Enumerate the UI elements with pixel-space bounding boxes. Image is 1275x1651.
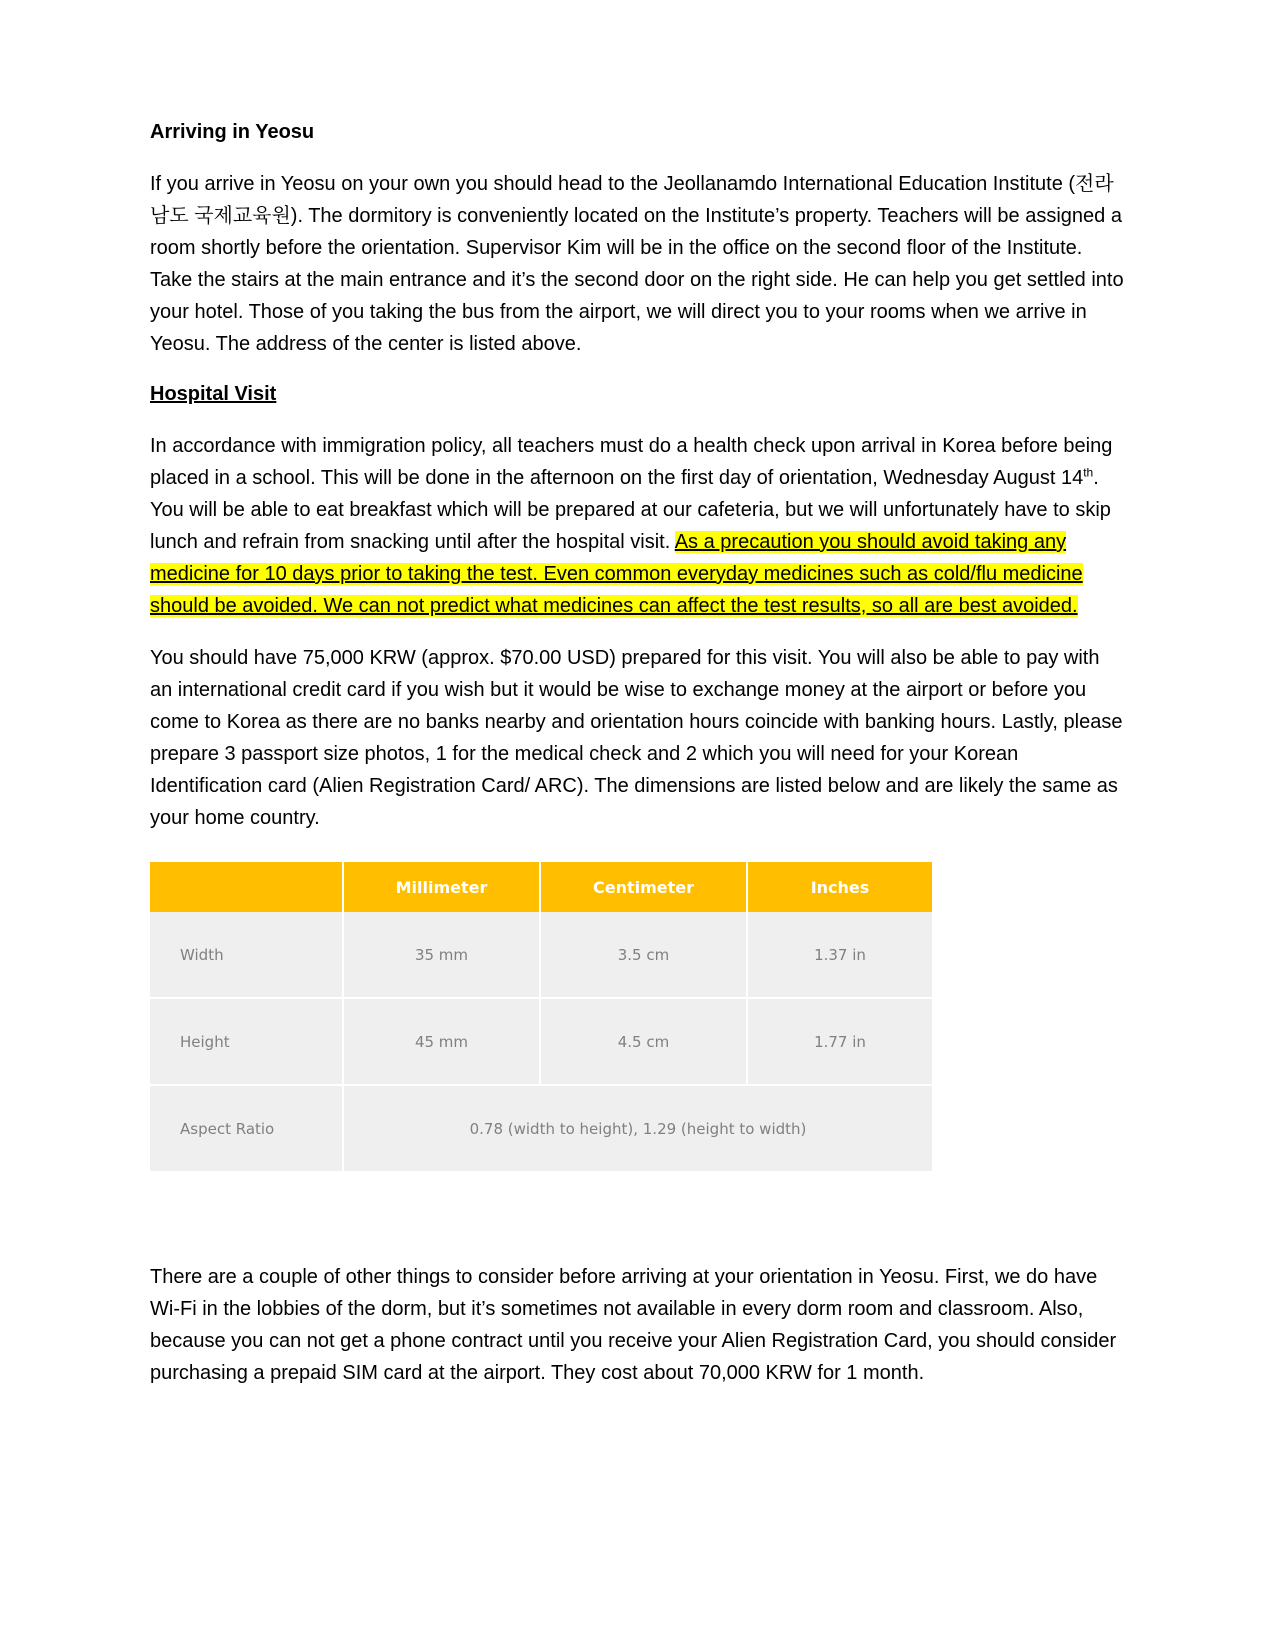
table-row xyxy=(150,912,932,998)
row-label-width: Width xyxy=(150,912,343,998)
arriving-heading: Arriving in Yeosu xyxy=(150,121,315,143)
table-row xyxy=(150,1085,932,1172)
document-page xyxy=(150,118,1125,1409)
arriving-paragraph: If you arrive in Yeosu on your own you should head to the Jeollanamdo International Education Institute (전라남도 국제교육원). The dormitory is conveniently located on the Institute’s property. Teachers will be assigned a room shortly before the orientation. Supervisor Kim will be in the office on the second floor of the Institute. Take the stairs at the main entrance and it’s the second door on the right side. He can help you get settled into your hotel. Those of you taking the bus from the airport, we will direct you to your rooms when we arrive in Yeosu. The address of the center is listed above. xyxy=(150,173,1124,355)
hospital-text-1: In accordance with immigration policy, all teachers must do a health check upon arrival in Korea before being placed in a school. This will be done in the afternoon on the first day of orientation, Wednesday August 14 xyxy=(150,435,1113,489)
hospital-paragraph xyxy=(150,430,1125,622)
hospital-text-2: . You will be able to eat breakfast which will be prepared at our cafeteria, but we will unfortunately have to skip lunch and refrain from snacking until after the hospital visit. xyxy=(150,467,1111,553)
table-row xyxy=(150,998,932,1085)
table-header-empty xyxy=(150,862,343,912)
table-header-centimeter: Centimeter xyxy=(540,862,747,912)
cell-height-mm: 45 mm xyxy=(343,998,540,1085)
date-superscript: th xyxy=(1083,465,1094,480)
table-header-inches: Inches xyxy=(747,862,932,912)
other-things-paragraph: There are a couple of other things to consider before arriving at your orientation in Yeosu. First, we do have Wi-Fi in the lobbies of the dorm, but it’s sometimes not available in every dorm room and classroom. Also, because you can not get a phone contract until you receive your Alien Registration Card, you should consider purchasing a prepaid SIM card at the airport. They cost about 70,000 KRW for 1 month. xyxy=(150,1266,1117,1384)
photo-dimensions-table xyxy=(150,862,932,1173)
row-label-aspect-ratio: Aspect Ratio xyxy=(150,1085,343,1172)
cell-width-in: 1.37 in xyxy=(747,912,932,998)
hospital-visit-heading: Hospital Visit xyxy=(150,383,277,405)
cell-width-cm: 3.5 cm xyxy=(540,912,747,998)
cell-width-mm: 35 mm xyxy=(343,912,540,998)
cell-height-cm: 4.5 cm xyxy=(540,998,747,1085)
row-label-height: Height xyxy=(150,998,343,1085)
table-header-millimeter: Millimeter xyxy=(343,862,540,912)
table-header-row xyxy=(150,862,932,912)
cell-height-in: 1.77 in xyxy=(747,998,932,1085)
cell-aspect-ratio-value: 0.78 (width to height), 1.29 (height to width) xyxy=(343,1085,932,1172)
payment-paragraph: You should have 75,000 KRW (approx. $70.00 USD) prepared for this visit. You will also be able to pay with an international credit card if you wish but it would be wise to exchange money at the airport or before you come to Korea as there are no banks nearby and orientation hours coincide with banking hours. Lastly, please prepare 3 passport size photos, 1 for the medical check and 2 which you will need for your Korean Identification card (Alien Registration Card/ ARC). The dimensions are listed below and are likely the same as your home country. xyxy=(150,647,1123,829)
medicine-warning-highlight: As a precaution you should avoid taking any medicine for 10 days prior to taking the test. Even common everyday medicines such as cold/flu medicine should be avoided. We can not predict what medicines can affect the test results, so all are best avoided. xyxy=(150,531,1083,617)
